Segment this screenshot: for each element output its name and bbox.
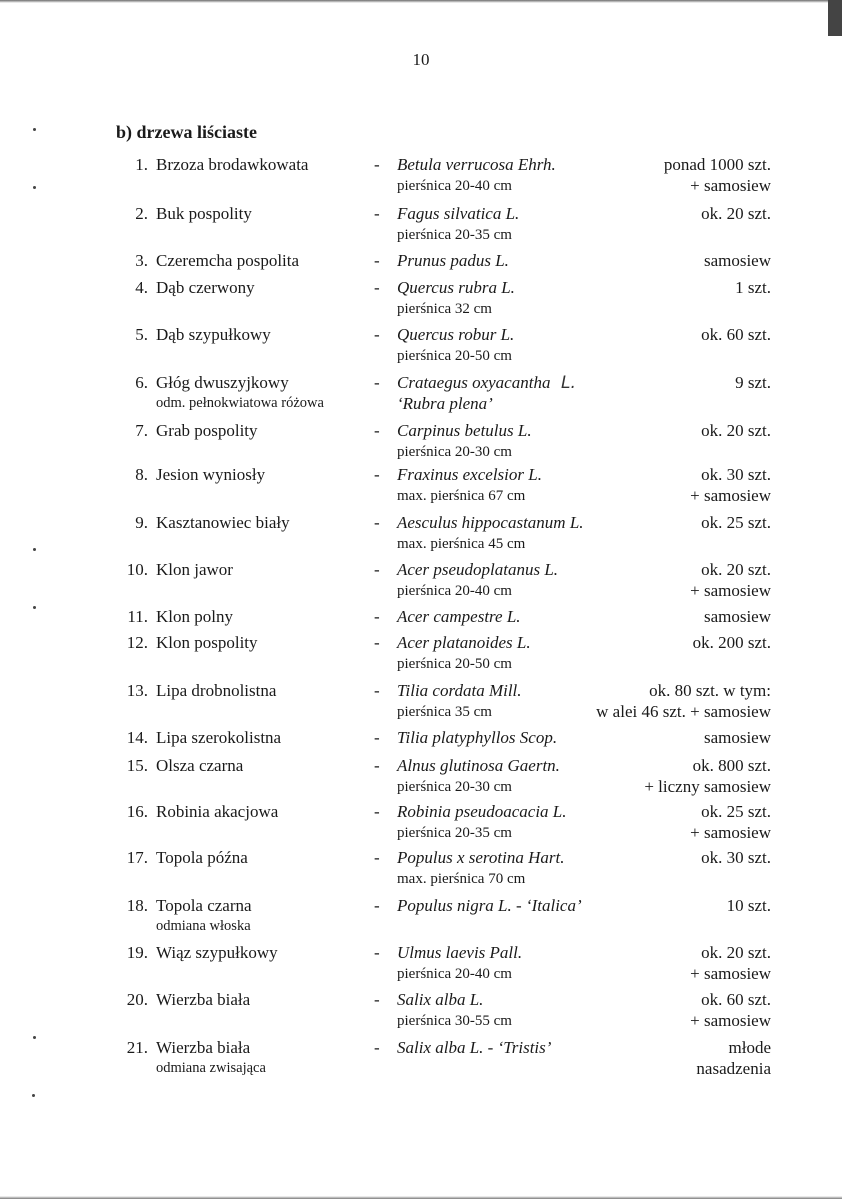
separator-dash: - [374,896,380,915]
trunk-girth: pierśnica 20-35 cm [397,825,512,841]
quantity: młode [728,1038,771,1057]
latin-name: Salix alba L. - ‘Tristis’ [397,1038,552,1057]
polish-name: Dąb czerwony [156,278,255,297]
quantity: ok. 30 szt. [701,848,771,867]
quantity: ok. 25 szt. [701,802,771,821]
trunk-girth: pierśnica 30-55 cm [397,1013,512,1029]
trunk-girth: pierśnica 20-50 cm [397,656,512,672]
polish-name: Topola czarna [156,896,252,915]
separator-dash: - [374,465,380,484]
latin-name: Tilia cordata Mill. [397,681,522,700]
item-number: 16. [126,802,148,821]
quantity: ponad 1000 szt. [663,155,771,174]
latin-name: Robinia pseudoacacia L. [397,802,567,821]
latin-name: Acer campestre L. [397,607,521,626]
polish-name: Głóg dwuszyjkowy [156,373,289,392]
trunk-girth: pierśnica 20-40 cm [397,178,512,194]
trunk-girth: max. pierśnica 45 cm [397,536,526,552]
section-heading: b) drzewa liściaste [116,122,257,142]
polish-name: Robinia akacjowa [156,802,279,821]
separator-dash: - [374,325,380,344]
item-number: 5. [135,325,148,344]
cultivar-name: ‘Rubra plena’ [397,394,493,413]
trunk-girth: pierśnica 32 cm [397,301,492,317]
item-number: 4. [135,278,148,297]
quantity-note: + samosiew [690,581,771,600]
polish-name: Klon polny [156,607,233,626]
quantity: ok. 80 szt. w tym: [649,681,771,700]
latin-name: Acer pseudoplatanus L. [397,560,559,579]
item-number: 18. [126,896,148,915]
item-number: 13. [126,681,148,700]
separator-dash: - [374,373,380,392]
item-number: 8. [135,465,148,484]
separator-dash: - [374,633,380,652]
polish-name: Kasztanowiec biały [156,513,290,532]
polish-name: Buk pospolity [156,204,252,223]
quantity: ok. 20 szt. [701,943,771,962]
separator-dash: - [374,802,380,821]
quantity: ok. 60 szt. [701,990,771,1009]
latin-name: Fagus silvatica L. [397,204,520,223]
polish-name: Wierzba biała [156,1038,251,1057]
polish-name: Brzoza brodawkowata [156,155,309,174]
quantity: samosiew [703,728,771,747]
handwritten-annotation: L. [561,373,576,393]
item-number: 2. [135,204,148,223]
polish-name: Klon jawor [156,560,233,579]
polish-name: Czeremcha pospolita [156,251,300,270]
polish-name: Topola późna [156,848,248,867]
latin-name: Ulmus laevis Pall. [397,943,523,962]
item-number: 9. [135,513,148,532]
item-number: 7. [135,421,148,440]
separator-dash: - [374,513,380,532]
separator-dash: - [374,607,380,626]
latin-name: Quercus robur L. [397,325,515,344]
polish-name: Lipa drobnolistna [156,681,277,700]
quantity: ok. 60 szt. [701,325,771,344]
separator-dash: - [374,560,380,579]
latin-name: Prunus padus L. [397,251,509,270]
latin-name: Acer platanoides L. [397,633,531,652]
separator-dash: - [374,943,380,962]
quantity: ok. 25 szt. [701,513,771,532]
separator-dash: - [374,681,380,700]
item-number: 14. [126,728,148,747]
variety-note: odm. pełnokwiatowa różowa [156,395,324,411]
separator-dash: - [374,728,380,747]
polish-name: Wierzba biała [156,990,251,1009]
latin-name: Tilia platyphyllos Scop. [397,728,558,747]
quantity: 10 szt. [726,896,771,915]
separator-dash: - [374,204,380,223]
item-number: 20. [126,990,148,1009]
quantity: ok. 30 szt. [701,465,771,484]
polish-name: Jesion wyniosły [156,465,266,484]
separator-dash: - [374,278,380,297]
trunk-girth: pierśnica 20-30 cm [397,779,512,795]
separator-dash: - [374,155,380,174]
quantity: ok. 20 szt. [701,204,771,223]
polish-name: Grab pospolity [156,421,258,440]
latin-name: Carpinus betulus L. [397,421,532,440]
trunk-girth: pierśnica 20-40 cm [397,583,512,599]
latin-name: Aesculus hippocastanum L. [397,513,584,532]
latin-name: Crataegus oxyacantha [397,373,551,392]
quantity: ok. 800 szt. [692,756,771,775]
quantity: ok. 20 szt. [701,560,771,579]
trunk-girth: pierśnica 20-30 cm [397,444,512,460]
polish-name: Olsza czarna [156,756,244,775]
separator-dash: - [374,990,380,1009]
separator-dash: - [374,1038,380,1057]
item-number: 19. [126,943,148,962]
polish-name: Lipa szerokolistna [156,728,282,747]
latin-name: Alnus glutinosa Gaertn. [397,756,560,775]
quantity-note: w alei 46 szt. + samosiew [596,702,771,721]
item-number: 1. [135,155,148,174]
polish-name: Dąb szypułkowy [156,325,271,344]
page-number: 10 [412,50,430,69]
latin-name: Betula verrucosa Ehrh. [397,155,556,174]
latin-name: Populus x serotina Hart. [397,848,565,867]
item-number: 17. [126,848,148,867]
variety-note: odmiana zwisająca [156,1060,266,1076]
quantity-note: nasadzenia [696,1059,771,1078]
latin-name: Quercus rubra L. [397,278,515,297]
trunk-girth: max. pierśnica 70 cm [397,871,526,887]
quantity: ok. 200 szt. [692,633,771,652]
item-number: 12. [126,633,148,652]
quantity-note: + samosiew [690,1011,771,1030]
trunk-girth: pierśnica 20-40 cm [397,966,512,982]
separator-dash: - [374,251,380,270]
separator-dash: - [374,756,380,775]
variety-note: odmiana włoska [156,918,251,934]
quantity-note: + samosiew [690,823,771,842]
quantity: 1 szt. [735,278,771,297]
quantity: samosiew [703,607,771,626]
separator-dash: - [374,848,380,867]
quantity: ok. 20 szt. [701,421,771,440]
separator-dash: - [374,421,380,440]
quantity: 9 szt. [735,373,771,392]
item-number: 11. [127,607,148,626]
trunk-girth: pierśnica 20-35 cm [397,227,512,243]
latin-name: Salix alba L. [397,990,484,1009]
item-number: 10. [126,560,148,579]
quantity-note: + liczny samosiew [644,777,771,796]
polish-name: Wiąz szypułkowy [156,943,278,962]
latin-name: Populus nigra L. - ‘Italica’ [397,896,582,915]
item-number: 3. [135,251,148,270]
latin-name: Fraxinus excelsior L. [397,465,542,484]
item-number: 6. [135,373,148,392]
quantity-note: + samosiew [690,964,771,983]
polish-name: Klon pospolity [156,633,258,652]
trunk-girth: max. pierśnica 67 cm [397,488,526,504]
quantity-note: + samosiew [690,176,771,195]
item-number: 21. [126,1038,148,1057]
quantity-note: + samosiew [690,486,771,505]
trunk-girth: pierśnica 20-50 cm [397,348,512,364]
trunk-girth: pierśnica 35 cm [397,704,492,720]
quantity: samosiew [703,251,771,270]
item-number: 15. [126,756,148,775]
